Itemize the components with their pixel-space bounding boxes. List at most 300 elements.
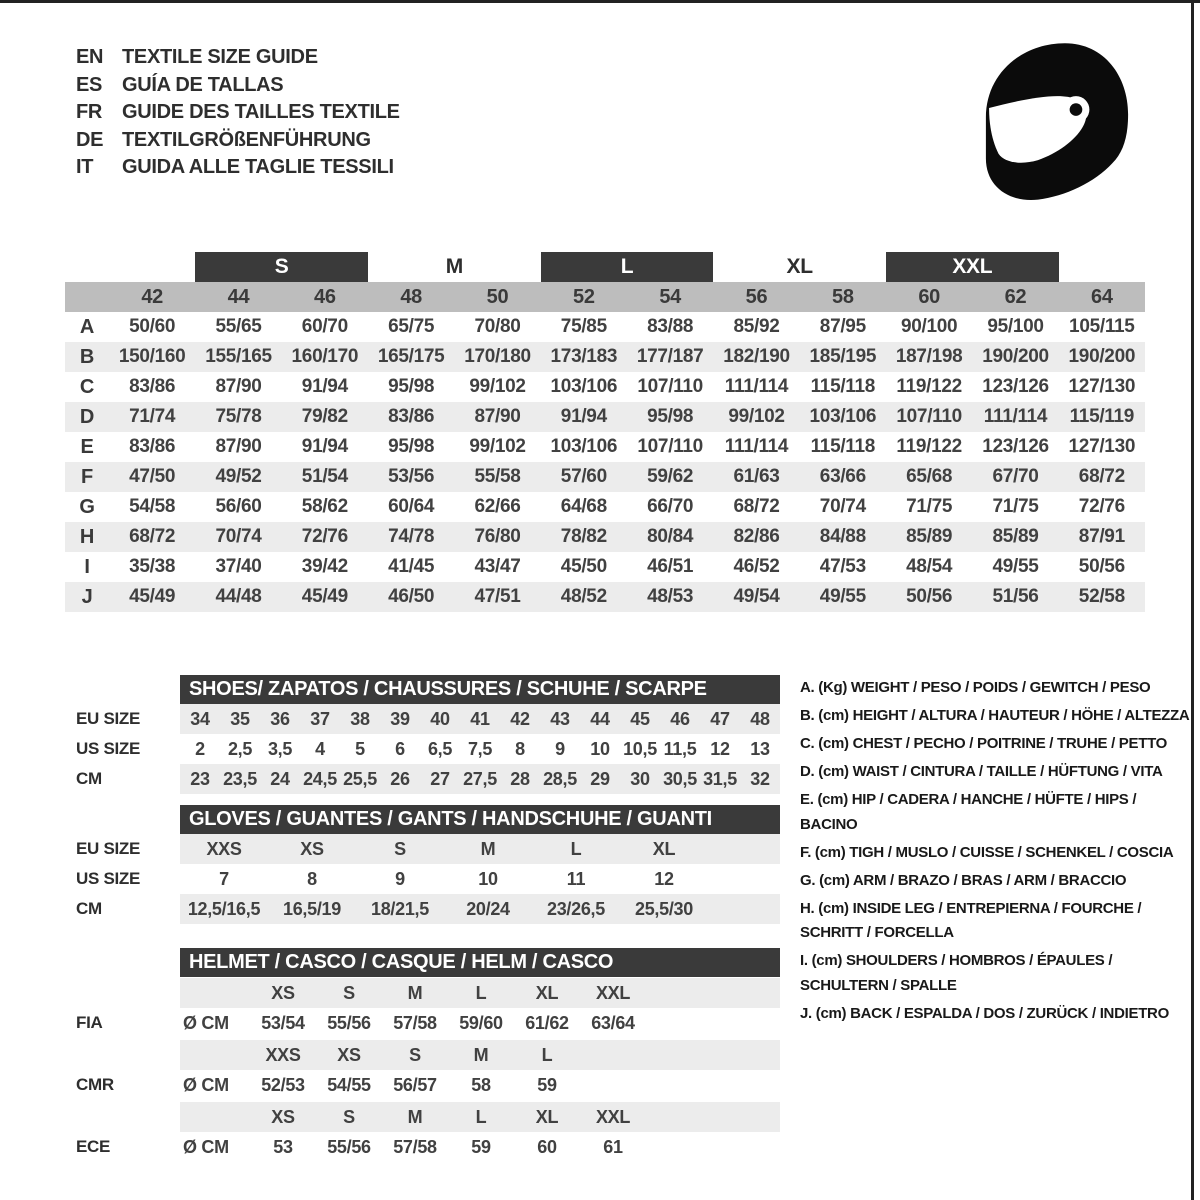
table-cell: 51/54 [301, 466, 348, 487]
row-letter: A [79, 315, 95, 338]
row-letter: D [79, 405, 95, 428]
table-cell: 52/58 [1078, 586, 1125, 607]
table-cell: 115/118 [810, 436, 876, 457]
table-cell: 78/82 [560, 526, 607, 547]
table-cell: 46/51 [647, 556, 694, 577]
table-cell: 107/110 [637, 376, 703, 397]
table-cell: 30 [630, 768, 650, 789]
table-cell: 53 [273, 1136, 293, 1157]
language-code: FR [76, 101, 103, 123]
table-cell: 87/90 [474, 406, 521, 427]
table-cell: 55/56 [327, 1012, 371, 1033]
table-cell: 90/100 [901, 316, 958, 337]
table-cell: 28 [510, 768, 530, 789]
table-cell: 25,5/30 [635, 898, 693, 919]
row-letter: F [81, 465, 93, 488]
table-row [65, 402, 1145, 432]
language-code: DE [76, 128, 104, 151]
language-row [76, 99, 400, 127]
table-cell: 65/75 [388, 316, 435, 337]
table-cell: 45/49 [301, 586, 348, 607]
table-cell: 123/126 [982, 376, 1049, 397]
helmet-values-row [180, 1070, 780, 1100]
table-cell: 61/62 [525, 1012, 569, 1033]
table-cell: 66/70 [647, 496, 694, 517]
size-group-xxl: XXL [886, 252, 1059, 282]
apparel-size-number-band [65, 282, 1145, 312]
table-cell: 6 [395, 738, 405, 759]
table-cell: 99/102 [728, 406, 785, 427]
table-cell: 60/64 [388, 496, 435, 517]
shoes-row [180, 704, 780, 734]
table-cell: 7 [219, 868, 229, 889]
table-cell: 190/200 [1068, 346, 1136, 367]
helmet-size-cell: XL [535, 982, 559, 1003]
helmet-sizes-row [180, 978, 780, 1008]
table-row [65, 462, 1145, 492]
table-cell: 71/75 [992, 496, 1039, 517]
table-cell: 47/53 [819, 556, 866, 577]
table-cell: 32 [750, 768, 770, 789]
table-cell: 64/68 [560, 496, 607, 517]
helmet-size-cell: M [407, 982, 423, 1003]
table-cell: 60 [537, 1136, 557, 1157]
helmet-standard-label-cmr: CMR [76, 1075, 114, 1094]
table-cell: 87/90 [215, 376, 262, 397]
table-cell: 87/95 [819, 316, 866, 337]
table-cell: 127/130 [1068, 436, 1136, 457]
language-code: ES [76, 73, 103, 96]
helmet-size-cell: XXL [595, 1106, 631, 1127]
row-letter: G [79, 495, 95, 518]
table-cell: 75/85 [560, 316, 607, 337]
language-row [76, 72, 400, 100]
shoes-label-eu-size: EU SIZE [76, 709, 141, 728]
apparel-measurement-table [65, 312, 1145, 612]
language-title-list [76, 44, 400, 182]
table-cell: 16,5/19 [283, 898, 341, 919]
language-row [76, 154, 400, 182]
gloves-row [180, 894, 780, 924]
table-row [65, 342, 1145, 372]
table-row [65, 552, 1145, 582]
table-cell: 165/175 [377, 346, 445, 367]
table-cell: 10 [590, 738, 610, 759]
table-cell: 43/47 [474, 556, 521, 577]
table-cell: 107/110 [896, 406, 962, 427]
table-cell: 190/200 [982, 346, 1049, 367]
size-number: 62 [1004, 285, 1027, 308]
diameter-unit-label: Ø CM [183, 1012, 229, 1033]
table-cell: 185/195 [809, 346, 877, 367]
table-cell: 70/74 [819, 496, 866, 517]
table-cell: 27 [430, 768, 450, 789]
table-cell: 91/94 [560, 406, 607, 427]
table-cell: 61/63 [733, 466, 780, 487]
table-row [65, 372, 1145, 402]
table-cell: 35/38 [129, 556, 176, 577]
diameter-unit-label: Ø CM [183, 1136, 229, 1157]
table-cell: 3,5 [267, 738, 293, 759]
racing-helmet-icon [978, 38, 1136, 208]
size-number: 42 [141, 285, 163, 308]
table-cell: 68/72 [1078, 466, 1125, 487]
table-cell: 74/78 [388, 526, 435, 547]
table-cell: 83/88 [647, 316, 694, 337]
table-cell: 57/60 [560, 466, 607, 487]
table-cell: 80/84 [647, 526, 694, 547]
table-cell: 39/42 [301, 556, 348, 577]
table-cell: 54/55 [327, 1074, 371, 1095]
table-cell: 99/102 [469, 376, 526, 397]
language-code: EN [76, 46, 104, 68]
table-cell: 47 [710, 708, 730, 729]
table-cell: 103/106 [550, 376, 618, 397]
table-cell: 50/56 [1078, 556, 1125, 577]
table-row [65, 522, 1145, 552]
table-cell: 72/76 [301, 526, 348, 547]
table-cell: 29 [590, 768, 610, 789]
table-cell: 27,5 [463, 768, 497, 789]
table-cell: 59/60 [459, 1012, 503, 1033]
table-cell: 12 [654, 868, 674, 889]
table-cell: 49/55 [992, 556, 1039, 577]
table-cell: 48 [750, 708, 770, 729]
table-cell: 53/54 [261, 1012, 305, 1033]
table-cell: 95/98 [388, 376, 435, 397]
table-cell: 37 [310, 708, 330, 729]
size-number: 48 [400, 285, 422, 308]
table-cell: 40 [430, 708, 450, 729]
table-cell: 41 [470, 708, 490, 729]
shoes-row [180, 734, 780, 764]
helmet-size-cell: M [473, 1044, 489, 1065]
helmet-size-cell: L [541, 1044, 553, 1065]
helmet-table-title-bar [180, 948, 780, 977]
helmet-size-cell: XS [271, 1106, 295, 1127]
size-group-l: L [541, 252, 714, 282]
table-cell: 119/122 [896, 376, 962, 397]
language-title: GUÍA DE TALLAS [122, 73, 284, 96]
table-cell: 68/72 [733, 496, 780, 517]
table-cell: 8 [307, 868, 317, 889]
table-cell: 43 [550, 708, 570, 729]
table-cell: 111/114 [983, 406, 1048, 427]
table-cell: 46/52 [733, 556, 780, 577]
measurement-legend [800, 676, 1196, 1030]
table-cell: 103/106 [550, 436, 618, 457]
table-cell: 91/94 [301, 436, 348, 457]
table-row [65, 312, 1145, 342]
language-title: GUIDE DES TAILLES TEXTILE [122, 101, 400, 123]
table-cell: 59 [471, 1136, 491, 1157]
table-cell: 127/130 [1068, 376, 1136, 397]
table-cell: 91/94 [301, 376, 348, 397]
table-cell: 83/86 [129, 376, 176, 397]
table-cell: 71/75 [906, 496, 953, 517]
table-cell: XS [300, 838, 324, 859]
shoes-row [180, 764, 780, 794]
helmet-size-cell: XS [337, 1044, 361, 1065]
helmet-size-cell: L [475, 1106, 487, 1127]
table-cell: 62/66 [474, 496, 521, 517]
table-cell: 70/80 [474, 316, 521, 337]
gloves-label-eu-size: EU SIZE [76, 839, 141, 858]
table-row [65, 432, 1145, 462]
table-cell: 48/53 [647, 586, 694, 607]
table-cell: 39 [390, 708, 410, 729]
table-cell: 83/86 [129, 436, 176, 457]
legend-item: G. (cm) ARM / BRAZO / BRAS / ARM / BRACCIO [800, 871, 1127, 889]
table-row [65, 582, 1145, 612]
table-cell: 99/102 [469, 436, 526, 457]
legend-item: F. (cm) TIGH / MUSLO / CUISSE / SCHENKEL / COSCIA [800, 843, 1174, 861]
shoes-table-title-bar [180, 675, 780, 704]
row-letter: J [81, 585, 93, 608]
size-group-m: M [445, 255, 463, 278]
helmet-size-cell: M [407, 1106, 423, 1127]
legend-item: D. (cm) WAIST / CINTURA / TAILLE / HÜFTUNG / VITA [800, 763, 1163, 780]
table-cell: 87/90 [215, 436, 262, 457]
table-cell: 82/86 [733, 526, 780, 547]
table-cell: 87/91 [1078, 526, 1125, 547]
table-cell: 123/126 [982, 436, 1049, 457]
table-cell: 50/56 [906, 586, 953, 607]
table-cell: 36 [270, 708, 290, 729]
size-number: 44 [227, 285, 250, 308]
table-cell: 53/56 [388, 466, 435, 487]
helmet-size-cell: XS [271, 982, 295, 1003]
table-cell: 9 [555, 738, 565, 759]
gloves-row [180, 864, 780, 894]
table-cell: 83/86 [388, 406, 435, 427]
legend-item: A. (Kg) WEIGHT / PESO / POIDS / GEWITCH / PESO [800, 679, 1151, 696]
helmet-standard-label-fia: FIA [76, 1013, 103, 1032]
helmet-values-row [180, 1132, 780, 1162]
table-cell: 46 [670, 708, 690, 729]
table-cell: L [570, 838, 582, 859]
table-cell: 70/74 [215, 526, 262, 547]
legend-item: E. (cm) HIP / CADERA / HANCHE / HÜFTE / HIPS / BACINO [800, 791, 1137, 833]
table-cell: 177/187 [636, 346, 704, 367]
table-cell: 49/52 [215, 466, 262, 487]
helmet-sizes-row [180, 1102, 780, 1132]
table-cell: 20/24 [466, 898, 510, 919]
row-letter: C [79, 375, 95, 398]
size-number: 60 [918, 285, 940, 308]
helmet-values-row [180, 1008, 780, 1038]
table-cell: 2,5 [227, 738, 253, 759]
table-cell: 10 [478, 868, 498, 889]
table-cell: 12 [710, 738, 730, 759]
table-cell: 72/76 [1078, 496, 1125, 517]
helmet-size-cell: S [343, 982, 355, 1003]
table-cell: 63/66 [819, 466, 866, 487]
table-cell: 57/58 [393, 1012, 437, 1033]
row-letter: I [84, 555, 90, 578]
table-cell: 65/68 [906, 466, 953, 487]
table-cell: 63/64 [591, 1012, 635, 1033]
helmet-size-cell: XXS [265, 1044, 301, 1065]
language-row [76, 44, 400, 72]
table-cell: 79/82 [301, 406, 348, 427]
legend-item: H. (cm) INSIDE LEG / ENTREPIERNA / FOURCHE / SCHRITT / FORCELLA [800, 899, 1142, 941]
table-cell: 71/74 [129, 406, 176, 427]
helmet-size-cell: XXL [595, 982, 631, 1003]
table-cell: 59 [537, 1074, 557, 1095]
language-code: IT [76, 156, 94, 178]
table-cell: 47/51 [474, 586, 521, 607]
table-cell: 10,5 [623, 738, 657, 759]
shoes-table-title: SHOES/ ZAPATOS / CHAUSSURES / SCHUHE / SCARPE [189, 678, 707, 700]
table-cell: 48/52 [560, 586, 607, 607]
helmet-table-title: HELMET / CASCO / CASQUE / HELM / CASCO [189, 951, 614, 973]
table-cell: 5 [355, 738, 365, 759]
table-cell: 45/50 [560, 556, 607, 577]
table-cell: 95/98 [647, 406, 694, 427]
table-cell: 103/106 [809, 406, 877, 427]
table-cell: 85/89 [992, 526, 1039, 547]
size-number: 52 [573, 285, 595, 308]
table-cell: S [394, 838, 406, 859]
size-number: 64 [1091, 285, 1113, 308]
table-cell: 105/115 [1069, 316, 1135, 337]
table-cell: 67/70 [992, 466, 1039, 487]
table-cell: 8 [515, 738, 525, 759]
table-cell: 38 [350, 708, 370, 729]
table-cell: 107/110 [637, 436, 703, 457]
table-cell: 23/26,5 [547, 898, 605, 919]
table-cell: 68/72 [129, 526, 176, 547]
table-cell: 95/100 [987, 316, 1044, 337]
gloves-row [180, 834, 780, 864]
table-cell: 41/45 [388, 556, 435, 577]
table-cell: 173/183 [550, 346, 618, 367]
table-cell: 11,5 [663, 738, 697, 759]
table-cell: 54/58 [129, 496, 176, 517]
table-cell: 115/118 [810, 376, 876, 397]
table-cell: 48/54 [906, 556, 953, 577]
table-cell: 49/55 [819, 586, 866, 607]
table-cell: 170/180 [464, 346, 531, 367]
helmet-size-cell: S [343, 1106, 355, 1127]
table-cell: 75/78 [215, 406, 262, 427]
table-cell: 150/160 [118, 346, 186, 367]
table-cell: 26 [390, 768, 410, 789]
table-cell: 44/48 [215, 586, 262, 607]
gloves-table-title-bar [180, 805, 780, 834]
table-cell: 2 [195, 738, 205, 759]
table-cell: 58/62 [301, 496, 348, 517]
table-cell: 95/98 [388, 436, 435, 457]
table-cell: 115/119 [1069, 406, 1135, 427]
table-cell: 182/190 [723, 346, 790, 367]
helmet-size-cell: S [409, 1044, 421, 1065]
table-cell: 55/56 [327, 1136, 371, 1157]
table-cell: 23,5 [223, 768, 257, 789]
table-cell: 57/58 [393, 1136, 437, 1157]
row-letter: H [79, 525, 95, 548]
shoes-label-us-size: US SIZE [76, 739, 141, 758]
table-cell: 84/88 [819, 526, 866, 547]
table-cell: XL [652, 838, 676, 859]
size-number: 50 [486, 285, 509, 308]
size-number: 58 [832, 285, 854, 308]
table-cell: 30,5 [663, 768, 697, 789]
table-cell: 55/65 [215, 316, 262, 337]
table-cell: 35 [230, 708, 250, 729]
language-row [76, 127, 400, 155]
table-cell: 12,5/16,5 [187, 898, 261, 919]
legend-item: J. (cm) BACK / ESPALDA / DOS / ZURÜCK / INDIETRO [800, 1004, 1169, 1022]
legend-item: B. (cm) HEIGHT / ALTURA / HAUTEUR / HÖHE / ALTEZZA [800, 707, 1190, 724]
helmet-size-cell: XL [535, 1106, 559, 1127]
table-cell: 45 [630, 708, 650, 729]
gloves-table-title: GLOVES / GUANTES / GANTS / HANDSCHUHE / GUANTI [189, 808, 712, 830]
size-number: 46 [314, 285, 336, 308]
table-cell: 58 [471, 1074, 491, 1095]
table-cell: 111/114 [724, 376, 789, 397]
helmet-standard-label-ece: ECE [76, 1137, 111, 1156]
helmet-size-cell: L [475, 982, 487, 1003]
language-title: GUIDA ALLE TAGLIE TESSILI [122, 156, 394, 178]
table-cell: 11 [566, 868, 586, 889]
gloves-label-us-size: US SIZE [76, 869, 141, 888]
table-cell: 76/80 [474, 526, 521, 547]
table-cell: 50/60 [129, 316, 176, 337]
table-cell: M [480, 838, 496, 859]
table-cell: 51/56 [992, 586, 1039, 607]
table-cell: 28,5 [543, 768, 577, 789]
table-cell: 37/40 [215, 556, 262, 577]
legend-item: C. (cm) CHEST / PECHO / POITRINE / TRUHE / PETTO [800, 735, 1168, 752]
table-cell: 4 [315, 738, 325, 759]
diameter-unit-label: Ø CM [183, 1074, 229, 1095]
table-cell: 7,5 [467, 738, 493, 759]
table-cell: 6,5 [427, 738, 453, 759]
table-cell: 56/57 [393, 1074, 437, 1095]
gloves-label-cm: CM [76, 899, 102, 918]
table-cell: 31,5 [703, 768, 737, 789]
helmet-sizes-row [180, 1040, 780, 1070]
table-cell: 44 [590, 708, 610, 729]
legend-item: I. (cm) SHOULDERS / HOMBROS / ÉPAULES / SCHULTERN / SPALLE [800, 952, 1113, 994]
top-border-line [0, 0, 1200, 3]
size-number: 56 [745, 285, 768, 308]
language-title: TEXTILGRÖßENFÜHRUNG [122, 128, 371, 151]
table-cell: 46/50 [388, 586, 435, 607]
table-cell: 111/114 [724, 436, 789, 457]
table-cell: 49/54 [733, 586, 780, 607]
racing-helmet-icon-svg [978, 38, 1136, 208]
table-cell: 47/50 [129, 466, 176, 487]
table-cell: 56/60 [215, 496, 262, 517]
table-cell: 119/122 [896, 436, 962, 457]
table-cell: 18/21,5 [371, 898, 429, 919]
table-cell: 45/49 [129, 586, 176, 607]
table-cell: 85/92 [733, 316, 780, 337]
table-cell: 42 [510, 708, 530, 729]
table-cell: XXS [206, 838, 242, 859]
table-cell: 85/89 [906, 526, 953, 547]
apparel-size-group-row [65, 252, 1145, 282]
table-cell: 60/70 [301, 316, 348, 337]
table-cell: 55/58 [474, 466, 521, 487]
table-cell: 155/165 [205, 346, 272, 367]
table-cell: 61 [603, 1136, 623, 1157]
table-row [65, 492, 1145, 522]
table-cell: 24 [270, 768, 290, 789]
